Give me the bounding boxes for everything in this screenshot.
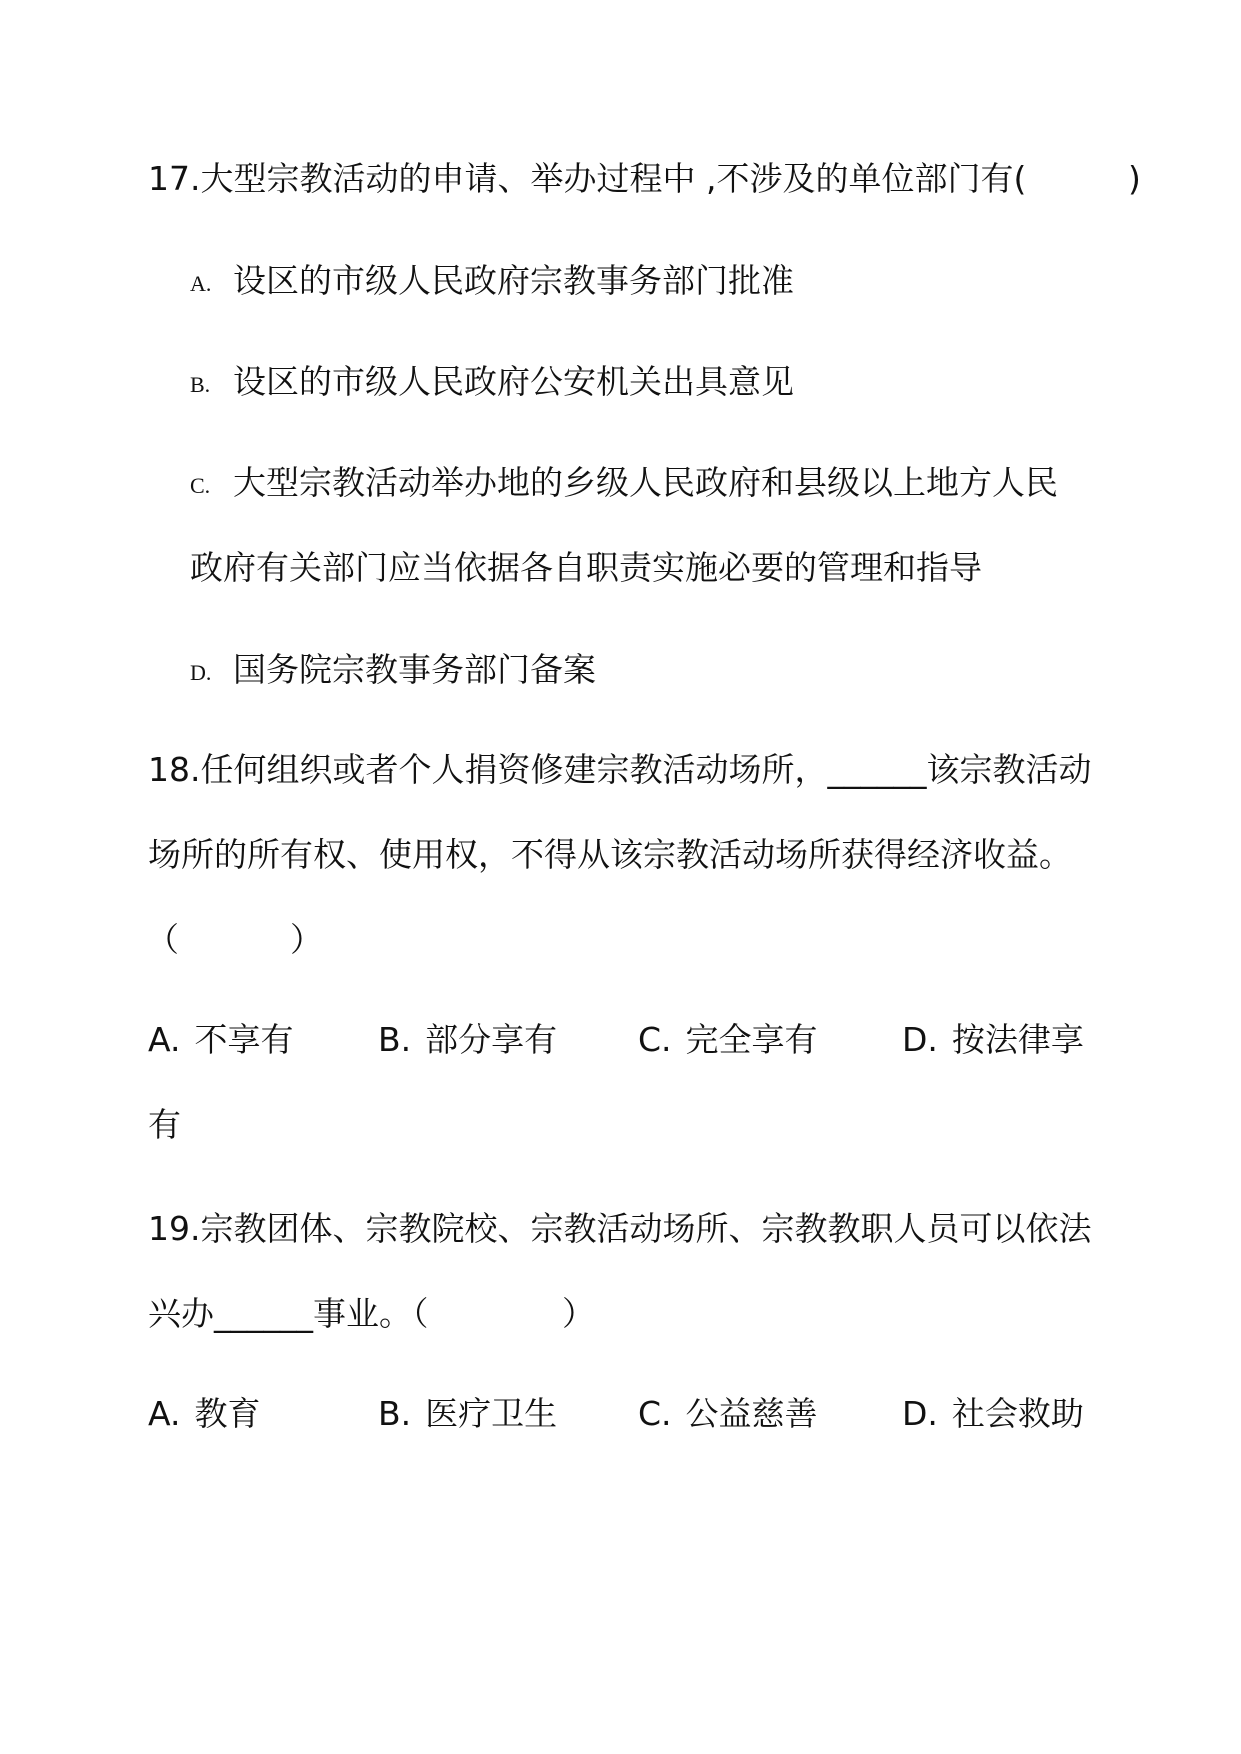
- q19-option-d-text: 社会救助: [951, 1394, 1084, 1433]
- q18-stem-line1: 18.任何组织或者个人捐资修建宗教活动场所，______该宗教活动: [148, 750, 1092, 789]
- q18-option-b: [378, 1018, 557, 1062]
- q19-stem-line2: 兴办______事业。（: [148, 1294, 429, 1333]
- q18-option-a: [148, 1018, 293, 1062]
- q18-option-c-text: 完全享有: [685, 1020, 818, 1059]
- q18-option-d: [902, 1018, 1084, 1062]
- q18-option-a-letter: A.: [148, 1020, 181, 1059]
- q19-option-d: [902, 1392, 1084, 1436]
- q17-stem: 17.大型宗教活动的申请、举办过程中 ,不涉及的单位部门有(: [148, 159, 1027, 198]
- q18-option-c: [638, 1018, 818, 1062]
- q17-option-d-letter: D.: [190, 660, 212, 685]
- q17-option-c-text-continued: 政府有关部门应当依据各自职责实施必要的管理和指导: [190, 548, 982, 587]
- q18-option-a-text: 不享有: [194, 1020, 294, 1059]
- q18-option-d-text: 按法律享: [951, 1020, 1084, 1059]
- q19-option-b-letter: B.: [378, 1394, 412, 1433]
- q19-option-a-text: 教育: [194, 1394, 261, 1433]
- q19-option-d-letter: D.: [902, 1394, 938, 1433]
- q17-option-b-text: 设区的市级人民政府公安机关出具意见: [233, 362, 794, 401]
- q19-option-a: [148, 1392, 260, 1436]
- q18-stem-line2: 场所的所有权、使用权，不得从该宗教活动场所获得经济收益。: [148, 835, 1072, 874]
- q17-option-c-text: 大型宗教活动举办地的乡级人民政府和县级以上地方人民: [233, 463, 1058, 502]
- q19-option-a-letter: A.: [148, 1394, 181, 1433]
- q19-option-b: [378, 1392, 557, 1436]
- q19-option-c-text: 公益慈善: [685, 1394, 818, 1433]
- q17-option-b-letter: B.: [190, 372, 211, 397]
- q18-open-paren: （: [146, 920, 179, 959]
- q17-option-d-text: 国务院宗教事务部门备案: [233, 650, 596, 689]
- q18-option-d-wrap: 有: [148, 1105, 181, 1144]
- q17-option-a-text: 设区的市级人民政府宗教事务部门批准: [233, 261, 794, 300]
- q17-close-paren: ): [1128, 159, 1141, 198]
- q19-option-c: [638, 1392, 818, 1436]
- q19-option-c-letter: C.: [638, 1394, 672, 1433]
- q19-stem-line1: 19.宗教团体、宗教院校、宗教活动场所、宗教教职人员可以依法: [148, 1209, 1092, 1248]
- q17-option-a-letter: A.: [190, 271, 212, 296]
- q17-option-c-letter: C.: [190, 473, 211, 498]
- q19-option-b-text: 医疗卫生: [425, 1394, 558, 1433]
- q18-option-b-text: 部分享有: [425, 1020, 558, 1059]
- q18-option-c-letter: C.: [638, 1020, 672, 1059]
- q18-close-paren: ）: [290, 920, 323, 959]
- q18-option-d-letter: D.: [902, 1020, 938, 1059]
- q19-close-paren: ）: [562, 1294, 595, 1333]
- q18-option-b-letter: B.: [378, 1020, 412, 1059]
